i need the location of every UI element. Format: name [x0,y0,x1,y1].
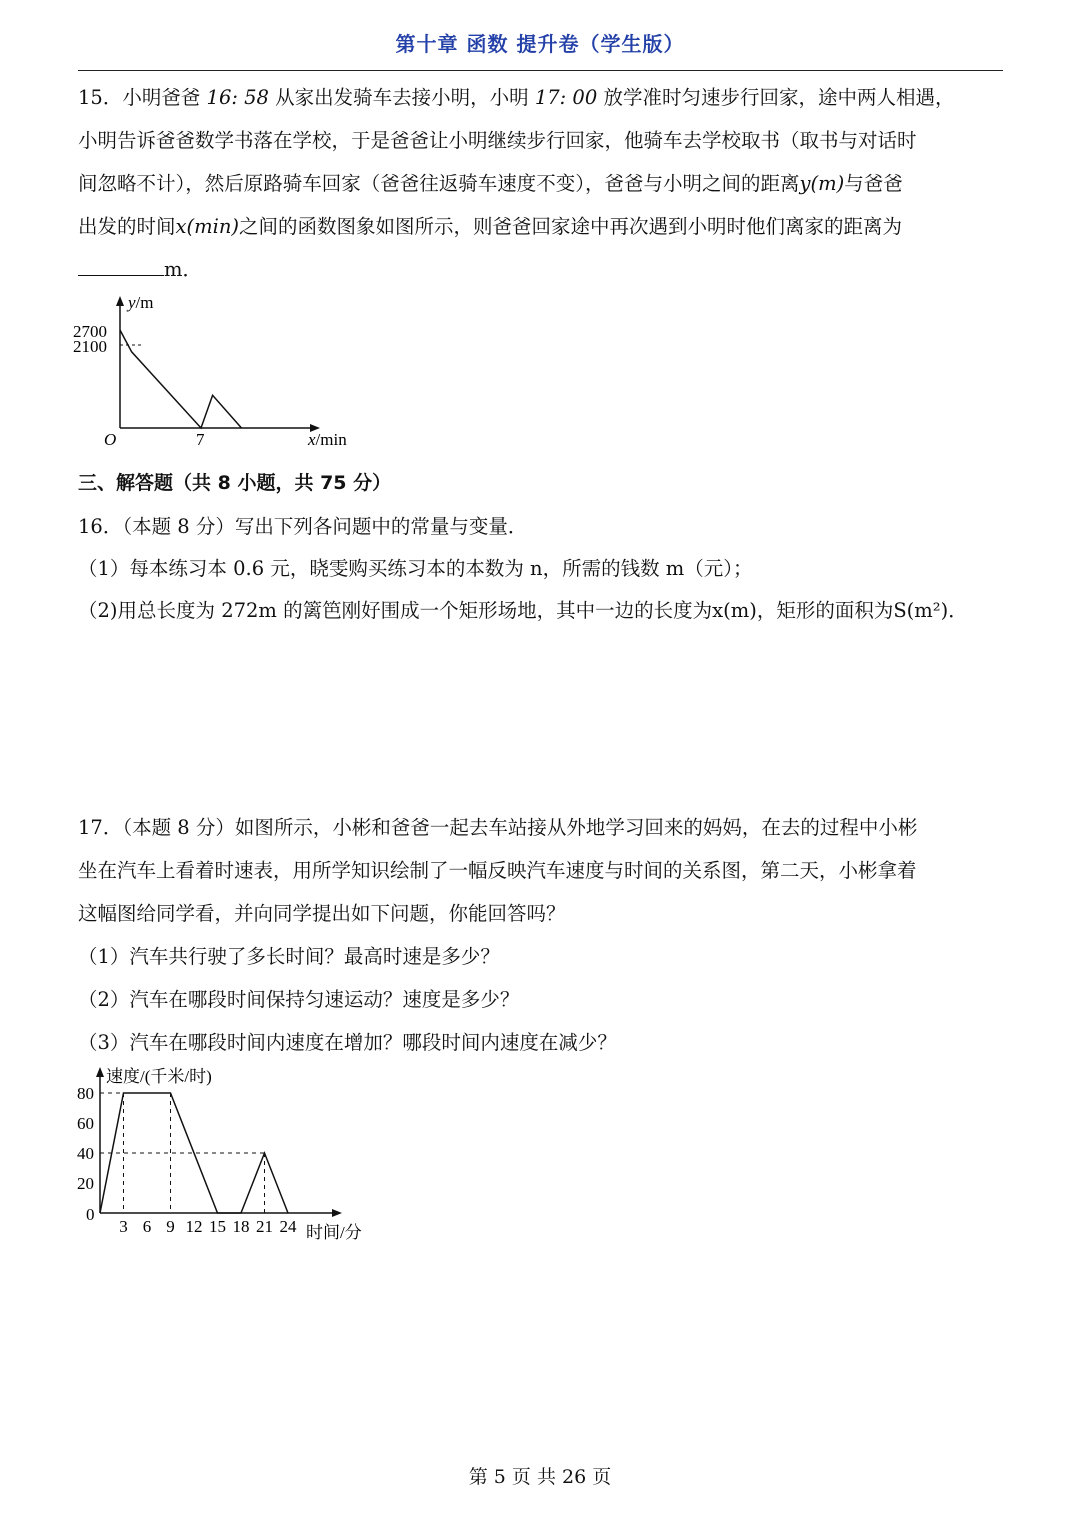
chart1-ylabel: y/m [128,293,154,312]
chart2-series-line [100,1093,288,1213]
q16-stem: 16．（本题 8 分）写出下列各问题中的常量与变量． [78,515,528,538]
chart2-xtick-24: 24 [279,1217,297,1236]
q15-line-1: 15．小明爸爸 16: 58 从家出发骑车去接小明，小明 17: 00 放学准时匀速步行回家，途中两人相遇， [78,86,955,109]
chart2-ytick-20: 20 [77,1174,94,1193]
q17-line-3: 这幅图给同学看，并向同学提出如下问题，你能回答吗？ [78,902,566,925]
chart2-origin: 0 [86,1205,95,1224]
chart2-xtick-9: 9 [166,1217,175,1236]
chart2-xtick-15: 15 [209,1217,226,1236]
q17-line-1: 17．（本题 8 分）如图所示，小彬和爸爸一起去车站接从外地学习回来的妈妈，在去的过程中小彬 [78,816,918,839]
chart2-y-arrow [96,1067,104,1077]
q17-speed-chart [70,1060,390,1250]
q17-line-2: 坐在汽车上看着时速表，用所学知识绘制了一幅反映汽车速度与时间的关系图，第二天，小彬拿着 [78,859,917,882]
chart1-xlabel: x/min [308,430,347,449]
page-header-title: 第十章 函数 提升卷（学生版） [395,32,685,56]
q17-sub-3: （3）汽车在哪段时间内速度在增加？哪段时间内速度在减少？ [78,1031,617,1054]
chart2-ytick-80: 80 [77,1084,94,1103]
chart1-ytick-2700: 2700 [73,322,107,341]
question-17 [78,806,1003,1064]
q16-part-2: （2)用总长度为 272m 的篱笆刚好围成一个矩形场地，其中一边的长度为x(m)，矩形的面积为S(m²)． [78,599,968,622]
chart2-xtick-12: 12 [185,1217,203,1236]
q15-line-4: 出发的时间x(min)之间的函数图象如图所示，则爸爸回家途中再次遇到小明时他们离家的距离为 [78,215,903,238]
chart2-y-ticks [77,1084,94,1193]
question-15 [78,76,1003,291]
chart2-x-arrow [332,1209,342,1217]
q16-part-1: （1）每本练习本 0.6 元，晓雯购买练习本的本数为 n，所需的钱数 m（元）； [78,557,753,580]
chart2-xtick-18: 18 [232,1217,250,1236]
header-divider [78,70,1003,71]
q15-distance-chart [70,290,370,450]
q15-line-2: 小明告诉爸爸数学书落在学校，于是爸爸让小明继续步行回家，他骑车去学校取书（取书与对话时 [78,129,917,152]
q17-sub-1: （1）汽车共行驶了多长时间？最高时速是多少？ [78,945,500,968]
q17-sub-2: （2）汽车在哪段时间保持匀速运动？速度是多少？ [78,988,520,1011]
chart1-ytick-2100: 2100 [73,337,107,356]
q15-line-3: 间忽略不计），然后原路骑车回家（爸爸往返骑车速度不变），爸爸与小明之间的距离y(m)与爸爸 [78,172,903,195]
chart2-ytick-60: 60 [77,1114,94,1133]
chart2-xtick-6: 6 [142,1217,152,1236]
section-3-title: 三、解答题（共 8 小题，共 75 分） [78,472,392,494]
chart2-xtick-3: 3 [119,1217,128,1236]
chart1-y-arrow [116,296,124,306]
chart2-guides [100,1093,265,1213]
chart1-origin: O [104,430,117,449]
q15-line-5: m． [78,248,1003,291]
chart1-xtick-7: 7 [196,430,205,449]
chart2-ytick-40: 40 [77,1144,94,1163]
chart2-ylabel: 速度/(千米/时) [106,1067,212,1086]
answer-blank[interactable] [78,255,164,276]
page-footer: 第 5 页 共 26 页 [468,1466,612,1488]
chart2-xlabel: 时间/分 [306,1223,362,1242]
chart2-xtick-21: 21 [256,1217,273,1236]
chart2-x-ticks [119,1217,297,1236]
